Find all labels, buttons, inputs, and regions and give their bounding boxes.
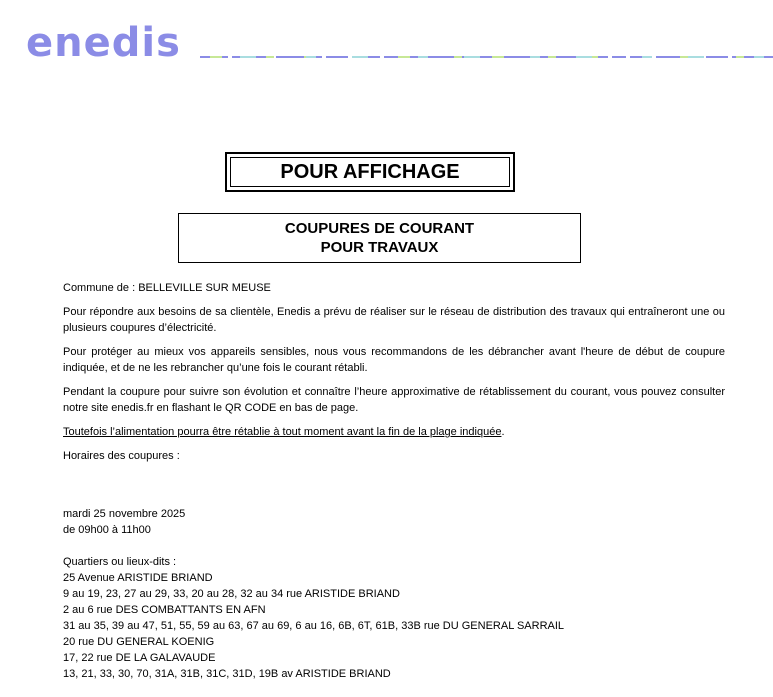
subtitle-line-2: POUR TRAVAUX <box>320 239 439 256</box>
paragraph-protect: Pour protéger au mieux vos appareils sensibles, nous vous recommandons de les débrancher avant l'heure de début de coupure indiquée, et de ne les rebrancher qu’une fois le courant rétabli. <box>63 346 725 374</box>
horaires-label: Horaires des coupures : <box>63 450 180 462</box>
outage-date: mardi 25 novembre 2025 <box>63 508 186 520</box>
address-item: 9 au 19, 23, 27 au 29, 33, 20 au 28, 32 au 34 rue ARISTIDE BRIAND <box>63 588 400 600</box>
page-title: POUR AFFICHAGE <box>230 157 510 187</box>
paragraph-intro: Pour répondre aux besoins de sa clientèle, Enedis a prévu de réaliser sur le réseau de distribution des travaux qui entraîneront une ou plusieurs coupures d’électricité. <box>63 306 725 334</box>
outage-time: de 09h00 à 11h00 <box>63 524 151 536</box>
address-item: 25 Avenue ARISTIDE BRIAND <box>63 572 213 584</box>
warning-period: . <box>501 426 505 438</box>
warning-text: Toutefois l’alimentation pourra être rétablie à tout moment avant la fin de la plage indiquée <box>63 426 502 438</box>
enedis-logo <box>26 22 194 62</box>
paragraph-follow: Pendant la coupure pour suivre son évolution et connaître l’heure approximative de rétablissement du courant, vous pouvez consulter notre site enedis.fr en flashant le QR CODE en bas de page. <box>63 386 725 414</box>
quartiers-label: Quartiers ou lieux-dits : <box>63 556 177 568</box>
header-dash-line <box>200 55 773 59</box>
address-item: 13, 21, 33, 30, 70, 31A, 31B, 31C, 31D, 19B av ARISTIDE BRIAND <box>63 668 391 680</box>
subtitle-box <box>178 213 581 263</box>
address-item: 20 rue DU GENERAL KOENIG <box>63 636 215 648</box>
title-box <box>225 152 515 192</box>
subtitle-line-1: COUPURES DE COURANT <box>284 220 475 237</box>
notice-body <box>63 280 725 682</box>
address-item: 31 au 35, 39 au 47, 51, 55, 59 au 63, 67 au 69, 6 au 16, 6B, 6T, 61B, 33B rue DU GENERAL SARRAIL <box>63 620 565 632</box>
address-item: 2 au 6 rue DES COMBATTANTS EN AFN <box>63 604 266 616</box>
address-item: 17, 22 rue DE LA GALAVAUDE <box>63 652 216 664</box>
warning-line <box>63 424 725 440</box>
logo-text: enedis <box>26 22 181 62</box>
commune-line: Commune de : BELLEVILLE SUR MEUSE <box>63 282 271 294</box>
address-list <box>63 570 725 682</box>
